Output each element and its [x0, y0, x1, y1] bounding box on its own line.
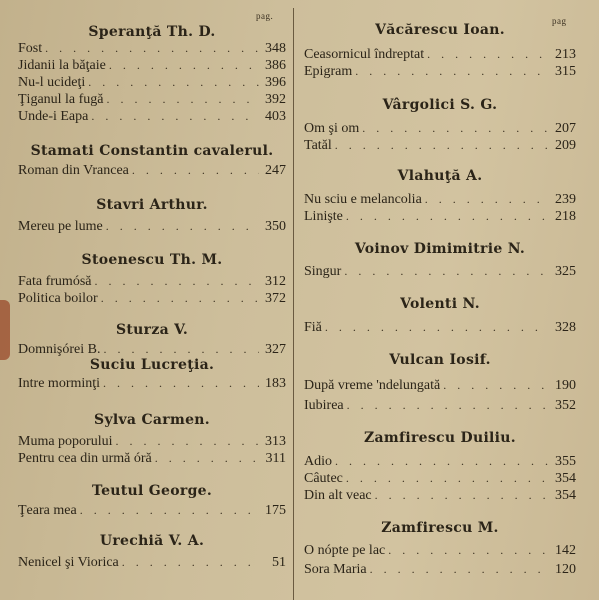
index-entry	[304, 319, 576, 336]
entry-page-number: 372	[265, 291, 286, 306]
entry-title: Ţiganul la fugă	[18, 92, 104, 107]
index-entry	[18, 57, 286, 74]
dot-leader	[155, 450, 259, 467]
entry-title: O nópte pe lac	[304, 543, 386, 558]
entry-page-number: 120	[555, 562, 576, 577]
dot-leader	[355, 63, 549, 80]
entry-page-number: 247	[265, 163, 286, 178]
entry-page-number: 348	[265, 41, 286, 56]
index-entry	[18, 91, 286, 108]
dot-leader	[91, 108, 259, 125]
entry-title: Fata frumósă	[18, 274, 92, 289]
entry-page-number: 350	[265, 219, 286, 234]
index-entry	[18, 40, 286, 57]
dot-leader	[88, 74, 259, 91]
entry-title: Câutec	[304, 471, 343, 486]
entry-title: Din alt veac	[304, 488, 372, 503]
author-heading: Vlahuţă A.	[397, 168, 483, 184]
index-entry	[304, 561, 576, 578]
author-heading: Zamfirescu M.	[381, 520, 499, 536]
dot-leader	[122, 554, 259, 571]
entry-page-number: 313	[265, 434, 286, 449]
entry-page-number: 213	[555, 47, 576, 62]
author-heading: Zamfirescu Duiliu.	[364, 430, 516, 446]
entry-page-number: 392	[265, 92, 286, 107]
entry-title: Tatăl	[304, 138, 332, 153]
entry-page-number: 315	[555, 64, 576, 79]
dot-leader	[103, 341, 259, 358]
entry-title: Mereu pe lume	[18, 219, 103, 234]
entry-page-number: 183	[265, 376, 286, 391]
index-entry	[18, 554, 286, 571]
entry-page-number: 328	[555, 320, 576, 335]
index-entry	[304, 120, 576, 137]
index-entry	[304, 46, 576, 63]
dot-leader	[106, 218, 259, 235]
dot-leader	[94, 273, 259, 290]
dot-leader	[101, 290, 259, 307]
dot-leader	[116, 433, 260, 450]
entry-page-number: 175	[265, 503, 286, 518]
entry-page-number: 355	[555, 454, 576, 469]
author-heading: Stoenescu Th. M.	[81, 252, 223, 268]
author-heading: Volenti N.	[400, 296, 480, 312]
index-entry	[18, 450, 286, 467]
index-entry	[304, 487, 576, 504]
entry-page-number: 386	[265, 58, 286, 73]
dot-leader	[45, 40, 259, 57]
dot-leader	[346, 208, 549, 225]
entry-title: Linişte	[304, 209, 343, 224]
index-entry	[18, 108, 286, 125]
dot-leader	[335, 453, 549, 470]
author-heading: Văcărescu Ioan.	[375, 22, 505, 38]
dot-leader	[346, 470, 549, 487]
author-heading: Suciu Lucreţia.	[89, 357, 215, 373]
author-heading: Sturza V.	[115, 322, 189, 338]
dot-leader	[344, 263, 549, 280]
index-entry	[18, 502, 286, 519]
entry-page-number: 218	[555, 209, 576, 224]
entry-page-number: 352	[555, 398, 576, 413]
entry-title: Unde-i Eapa	[18, 109, 89, 124]
entry-page-number: 51	[272, 555, 286, 570]
entry-title: Jidanii la băţaie	[18, 58, 106, 73]
entry-page-number: 312	[265, 274, 286, 289]
book-edge-mark	[0, 300, 10, 360]
index-entry	[304, 542, 576, 559]
dot-leader	[335, 137, 549, 154]
entry-page-number: 239	[555, 192, 576, 207]
author-heading: Teutul George.	[91, 483, 213, 499]
entry-title: Roman din Vrancea	[18, 163, 129, 178]
entry-title: Iubirea	[304, 398, 344, 413]
entry-page-number: 325	[555, 264, 576, 279]
index-entry	[18, 74, 286, 91]
entry-page-number: 403	[265, 109, 286, 124]
author-heading: Voinov Dimimitrie N.	[354, 241, 526, 257]
index-entry	[18, 162, 286, 179]
entry-title: Om şi om	[304, 121, 360, 136]
entry-title: Fost	[18, 41, 43, 56]
dot-leader	[347, 397, 549, 414]
index-entry	[304, 397, 576, 414]
index-entry	[18, 218, 286, 235]
index-entry	[304, 263, 576, 280]
index-entry	[304, 453, 576, 470]
index-entry	[18, 341, 286, 358]
author-heading: Urechiă V. A.	[99, 533, 205, 549]
entry-title: Ceasornicul îndreptat	[304, 47, 425, 62]
entry-title: După vreme 'ndelungată	[304, 378, 441, 393]
dot-leader	[425, 191, 549, 208]
index-entry	[18, 273, 286, 290]
dot-leader	[362, 120, 549, 137]
entry-page-number: 207	[555, 121, 576, 136]
entry-title: Domnişórei B.	[18, 342, 101, 357]
entry-title: Politica boilor	[18, 291, 98, 306]
index-entry	[18, 290, 286, 307]
entry-title: Pentru cea din urmă óră	[18, 451, 152, 466]
dot-leader	[109, 57, 259, 74]
entry-page-number: 311	[265, 451, 286, 466]
entry-page-number: 354	[555, 471, 576, 486]
author-heading: Stavri Arthur.	[96, 197, 208, 213]
pag-label-left: pag.	[256, 11, 274, 21]
author-heading: Speranţă Th. D.	[88, 24, 216, 40]
dot-leader	[443, 377, 549, 394]
author-heading: Sylva Carmen.	[94, 412, 210, 428]
dot-leader	[375, 487, 549, 504]
author-heading: Stamati Constantin cavalerul.	[30, 143, 274, 159]
entry-page-number: 209	[555, 138, 576, 153]
entry-title: Adio	[304, 454, 332, 469]
entry-title: Fiă	[304, 320, 322, 335]
index-entry	[304, 191, 576, 208]
index-entry	[18, 433, 286, 450]
entry-page-number: 190	[555, 378, 576, 393]
index-entry	[18, 375, 286, 392]
dot-leader	[370, 561, 549, 578]
entry-page-number: 327	[265, 342, 286, 357]
entry-title: Singur	[304, 264, 342, 279]
entry-title: Ţeara mea	[18, 503, 77, 518]
dot-leader	[103, 375, 259, 392]
entry-page-number: 396	[265, 75, 286, 90]
dot-leader	[325, 319, 549, 336]
right-column	[304, 0, 576, 600]
entry-title: Intre morminţi	[18, 376, 101, 391]
dot-leader	[388, 542, 549, 559]
dot-leader	[132, 162, 259, 179]
entry-page-number: 142	[555, 543, 576, 558]
dot-leader	[427, 46, 549, 63]
index-entry	[304, 377, 576, 394]
author-heading: Vârgolici S. G.	[382, 97, 498, 113]
pag-label-right: pag	[552, 16, 567, 26]
entry-title: Nu sciu e melancolia	[304, 192, 422, 207]
index-entry	[304, 208, 576, 225]
left-column	[18, 0, 286, 600]
index-entry	[304, 470, 576, 487]
index-entry	[304, 63, 576, 80]
entry-title: Sora Maria	[304, 562, 367, 577]
entry-title: Epigram	[304, 64, 353, 79]
entry-title: Nenicel şi Viorica	[18, 555, 119, 570]
dot-leader	[107, 91, 259, 108]
column-divider	[293, 8, 294, 600]
entry-title: Muma poporului	[18, 434, 113, 449]
entry-title: Nu-l ucideţi	[18, 75, 86, 90]
dot-leader	[80, 502, 259, 519]
entry-page-number: 354	[555, 488, 576, 503]
author-heading: Vulcan Iosif.	[389, 352, 491, 368]
index-entry	[304, 137, 576, 154]
